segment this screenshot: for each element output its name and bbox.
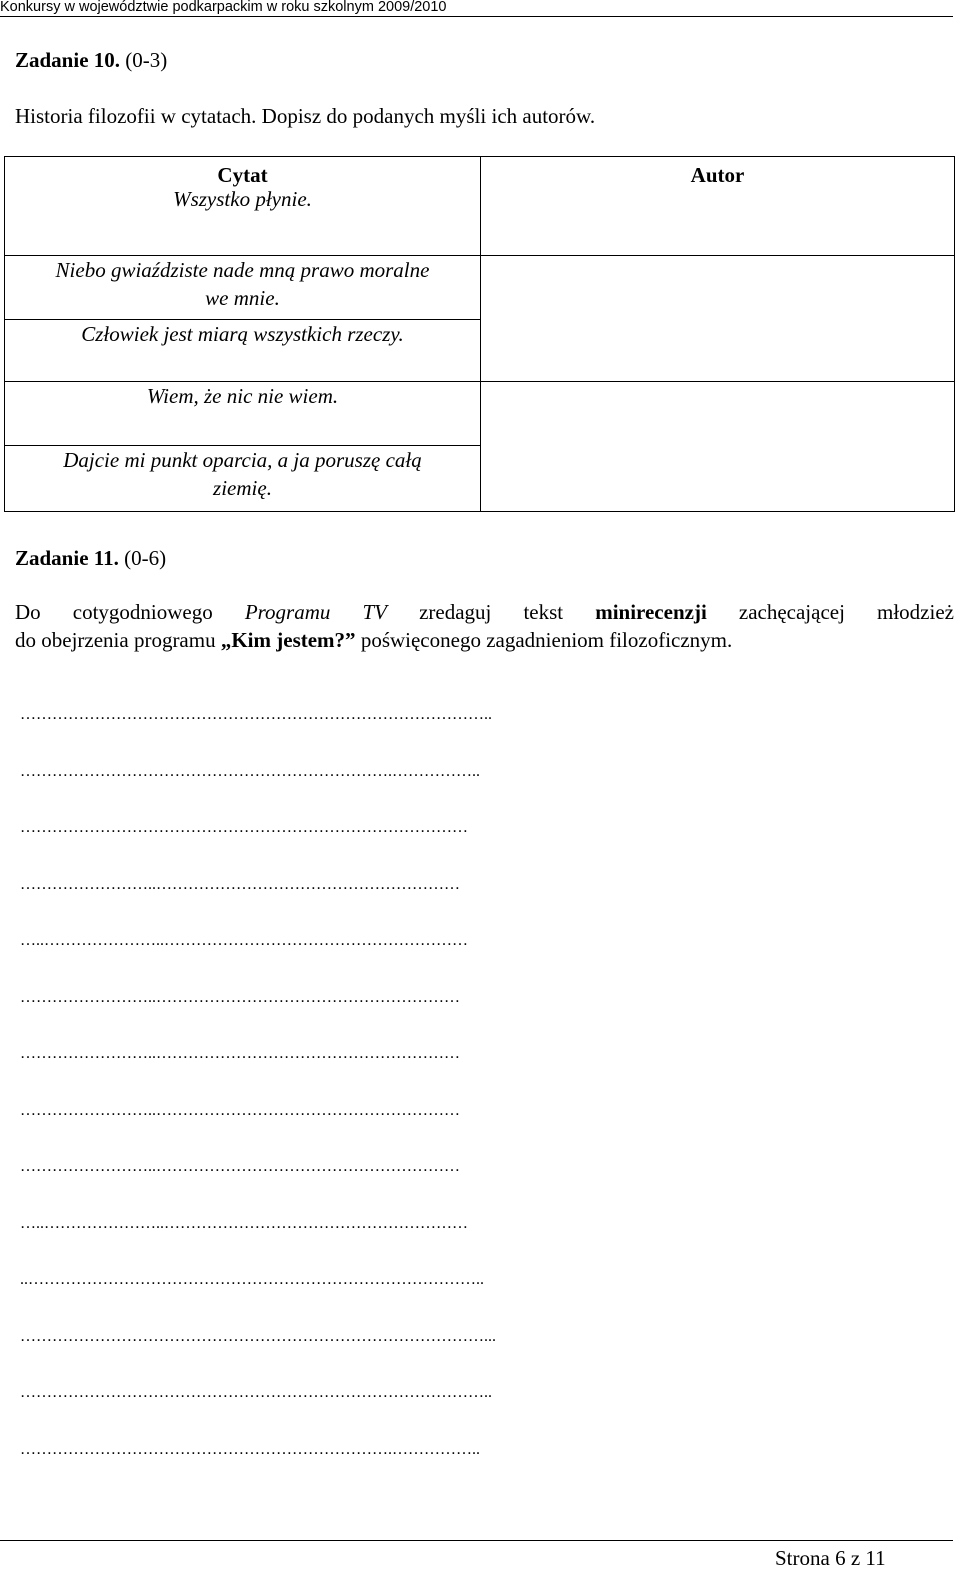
task11-title — [15, 546, 166, 570]
quote-cell-4 — [5, 382, 481, 446]
task10-title — [15, 48, 167, 72]
answer-line-8[interactable]: ……………………..………………………………………………… — [20, 1102, 460, 1119]
quote-1: Wszystko płynie. — [173, 187, 312, 211]
task11-instruction — [15, 598, 954, 654]
task11-title-label: Zadanie 11. — [15, 546, 119, 570]
quote-2-line1: Niebo gwiaździste nade mną prawo moralne — [55, 258, 430, 282]
answer-line-12[interactable]: ……………………………………………………………………………... — [20, 1328, 496, 1345]
author-input-cell-2[interactable] — [481, 382, 955, 512]
page-header — [0, 0, 953, 17]
quote-cell-3 — [5, 320, 481, 382]
quote-cell-5 — [5, 446, 481, 512]
task10-title-label: Zadanie 10. — [15, 48, 121, 72]
quote-5-line2: ziemię. — [213, 476, 272, 500]
quote-cell-2 — [5, 256, 481, 320]
author-header-cell — [481, 157, 955, 256]
answer-line-1[interactable]: …………………………………………………………………………….. — [20, 706, 492, 723]
answer-line-10[interactable]: …..…………………..………………………………………………… — [20, 1215, 468, 1232]
answer-line-6[interactable]: ……………………..………………………………………………… — [20, 989, 460, 1006]
answer-line-5[interactable]: …..…………………..………………………………………………… — [20, 932, 468, 949]
task11-instruction-line2: do obejrzenia programu „Kim jestem?” poświęconego zagadnieniom filozoficznym. — [15, 628, 733, 652]
quote-author-table — [4, 156, 955, 512]
task11-points: (0-6) — [124, 546, 167, 570]
answer-line-7[interactable]: ……………………..………………………………………………… — [20, 1045, 460, 1062]
quote-cell-1 — [5, 157, 481, 256]
author-input-cell-1[interactable] — [481, 256, 955, 382]
task11-instruction-line1: Do cotygodniowego Programu TV zredaguj tekst minirecenzji zachęcającej młodzież — [15, 600, 954, 624]
answer-line-14[interactable]: …………………………………………………………….…………….. — [20, 1441, 480, 1458]
task10-instruction: Historia filozofii w cytatach. Dopisz do podanych myśli ich autorów. — [15, 104, 596, 128]
footer-divider — [0, 1540, 953, 1541]
task10-points: (0-3) — [125, 48, 168, 72]
header-text: Konkursy w województwie podkarpackim w roku szkolnym 2009/2010 — [0, 0, 447, 15]
answer-line-13[interactable]: …………………………………………………………………………….. — [20, 1384, 492, 1401]
quote-2-line2: we mnie. — [205, 286, 280, 310]
quote-4: Wiem, że nic nie wiem. — [146, 384, 339, 408]
col-header-quote: Cytat — [217, 163, 268, 187]
quote-5-line1: Dajcie mi punkt oparcia, a ja poruszę całą — [63, 448, 422, 472]
col-header-author: Autor — [690, 163, 745, 187]
answer-line-3[interactable]: ………………………………………………………………………… — [20, 819, 468, 836]
answer-line-4[interactable]: ……………………..………………………………………………… — [20, 876, 460, 893]
answer-line-2[interactable]: …………………………………………………………….…………….. — [20, 763, 480, 780]
answer-line-11[interactable]: ..………………………………………………………………………….. — [20, 1271, 484, 1288]
page-number: Strona 6 z 11 — [775, 1546, 886, 1570]
quote-3: Człowiek jest miarą wszystkich rzeczy. — [81, 322, 404, 346]
answer-line-9[interactable]: ……………………..………………………………………………… — [20, 1158, 460, 1175]
